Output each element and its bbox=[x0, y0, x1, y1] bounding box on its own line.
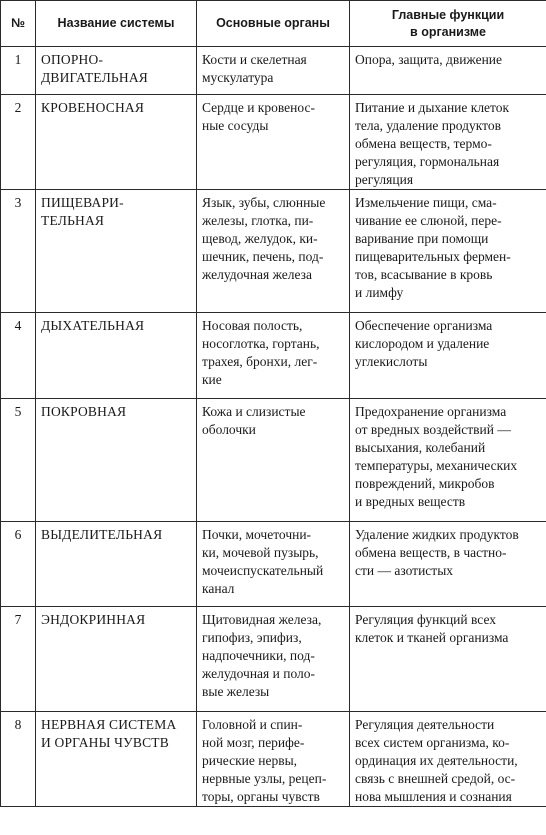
organs-line: шечник, печень, под- bbox=[202, 249, 324, 264]
main-organs-cell bbox=[197, 399, 350, 522]
functions-line: Питание и дыхание клеток bbox=[355, 100, 510, 115]
system-name-cell bbox=[36, 399, 197, 522]
header-number: № bbox=[1, 1, 36, 47]
row-number: 4 bbox=[1, 313, 36, 399]
row-number: 2 bbox=[1, 95, 36, 190]
organs-line: надпочечники, под- bbox=[202, 648, 315, 663]
row-number: 6 bbox=[1, 522, 36, 607]
table-body bbox=[1, 47, 546, 807]
system-name-cell bbox=[36, 313, 197, 399]
system-name-line: ОПОРНО- bbox=[41, 52, 104, 67]
organs-line: ной мозг, перифе- bbox=[202, 735, 305, 750]
main-functions-cell bbox=[350, 190, 546, 313]
system-name-line: ПИЩЕВАРИ- bbox=[41, 195, 124, 210]
main-organs-cell bbox=[197, 190, 350, 313]
main-organs-cell bbox=[197, 522, 350, 607]
functions-line: чивание ее слюной, пере- bbox=[355, 213, 502, 228]
organs-line: оболочки bbox=[202, 422, 256, 437]
table-row bbox=[1, 95, 546, 190]
organs-line: канал bbox=[202, 581, 235, 596]
functions-line: обмена веществ, в частно- bbox=[355, 545, 507, 560]
functions-line: Измельчение пищи, сма- bbox=[355, 195, 497, 210]
organs-line: Кости и скелетная bbox=[202, 52, 307, 67]
main-organs-cell bbox=[197, 95, 350, 190]
functions-line: и вредных веществ bbox=[355, 494, 466, 509]
organs-line: мускулатура bbox=[202, 70, 274, 85]
system-name-line: ЭНДОКРИННАЯ bbox=[41, 612, 146, 627]
main-functions-cell bbox=[350, 313, 546, 399]
header-row bbox=[1, 1, 546, 47]
system-name-line: НЕРВНАЯ СИСТЕМА bbox=[41, 717, 177, 732]
functions-line: сти — азотистых bbox=[355, 563, 454, 578]
system-name-cell bbox=[36, 712, 197, 807]
organs-line: Почки, мочеточни- bbox=[202, 527, 312, 542]
functions-line: Удаление жидких продуктов bbox=[355, 527, 519, 542]
functions-line: углекислоты bbox=[355, 354, 428, 369]
system-name-cell bbox=[36, 522, 197, 607]
table-row bbox=[1, 47, 546, 95]
table-row bbox=[1, 712, 546, 807]
organs-line: носоглотка, гортань, bbox=[202, 336, 320, 351]
main-organs-cell bbox=[197, 313, 350, 399]
functions-line: варивание при помощи bbox=[355, 231, 489, 246]
functions-line: тела, удаление продуктов bbox=[355, 118, 501, 133]
row-number: 1 bbox=[1, 47, 36, 95]
table-header bbox=[1, 1, 546, 47]
functions-line: связь с внешней средой, ос- bbox=[355, 771, 516, 786]
table-row bbox=[1, 399, 546, 522]
organs-line: желудочная железа bbox=[202, 267, 312, 282]
functions-line: регуляция, гормональная bbox=[355, 154, 500, 169]
organs-line: ки, мочевой пузырь, bbox=[202, 545, 319, 560]
main-functions-cell bbox=[350, 712, 546, 807]
functions-line: Регуляция функций всех bbox=[355, 612, 497, 627]
functions-line: ординация их деятельности, bbox=[355, 753, 518, 768]
system-name-line: ДВИГАТЕЛЬНАЯ bbox=[41, 70, 148, 85]
organs-line: рические нервы, bbox=[202, 753, 298, 768]
row-number: 7 bbox=[1, 607, 36, 712]
organs-line: кие bbox=[202, 372, 222, 387]
main-functions-cell bbox=[350, 522, 546, 607]
functions-line: нова мышления и сознания bbox=[355, 789, 512, 804]
functions-line: и лимфу bbox=[355, 285, 404, 300]
functions-line: Обеспечение организма bbox=[355, 318, 493, 333]
table-row bbox=[1, 522, 546, 607]
table-row bbox=[1, 190, 546, 313]
organs-line: Носовая полость, bbox=[202, 318, 303, 333]
functions-line: пищеварительных фермен- bbox=[355, 249, 511, 264]
header-main-functions bbox=[350, 1, 546, 47]
functions-line: Предохранение организма bbox=[355, 404, 507, 419]
system-name-line: ПОКРОВНАЯ bbox=[41, 404, 127, 419]
organs-line: торы, органы чувств bbox=[202, 789, 320, 804]
main-functions-cell bbox=[350, 399, 546, 522]
system-name-cell bbox=[36, 607, 197, 712]
row-number: 8 bbox=[1, 712, 36, 807]
organs-line: желудочная и поло- bbox=[202, 666, 316, 681]
functions-line: высыхания, колебаний bbox=[355, 440, 486, 455]
functions-line: регуляция bbox=[355, 172, 414, 187]
functions-line: Опора, защита, движение bbox=[355, 52, 503, 67]
main-organs-cell bbox=[197, 607, 350, 712]
main-functions-cell bbox=[350, 47, 546, 95]
functions-line: температуры, механических bbox=[355, 458, 518, 473]
organs-line: нервные узлы, рецеп- bbox=[202, 771, 327, 786]
table-row bbox=[1, 607, 546, 712]
organs-line: Кожа и слизистые bbox=[202, 404, 306, 419]
system-name-cell bbox=[36, 47, 197, 95]
system-name-line: ТЕЛЬНАЯ bbox=[41, 213, 105, 228]
functions-line: Регуляция деятельности bbox=[355, 717, 495, 732]
row-number: 5 bbox=[1, 399, 36, 522]
organs-line: железы, глотка, пи- bbox=[202, 213, 314, 228]
header-functions-line: в организме bbox=[410, 24, 486, 39]
organs-line: гипофиз, эпифиз, bbox=[202, 630, 302, 645]
functions-line: тов, всасывание в кровь bbox=[355, 267, 493, 282]
organs-line: трахея, бронхи, лег- bbox=[202, 354, 318, 369]
main-organs-cell bbox=[197, 47, 350, 95]
row-number: 3 bbox=[1, 190, 36, 313]
organs-line: ные сосуды bbox=[202, 118, 269, 133]
functions-line: кислородом и удаление bbox=[355, 336, 490, 351]
organs-line: Головной и спин- bbox=[202, 717, 303, 732]
system-name-line: КРОВЕНОСНАЯ bbox=[41, 100, 145, 115]
organs-line: Сердце и кровенос- bbox=[202, 100, 315, 115]
header-system-name: Название системы bbox=[36, 1, 197, 47]
main-functions-cell bbox=[350, 95, 546, 190]
main-organs-cell bbox=[197, 712, 350, 807]
main-functions-cell bbox=[350, 607, 546, 712]
header-main-organs: Основные органы bbox=[197, 1, 350, 47]
functions-line: повреждений, микробов bbox=[355, 476, 495, 491]
functions-line: обмена веществ, термо- bbox=[355, 136, 492, 151]
system-name-cell bbox=[36, 190, 197, 313]
functions-line: всех систем организма, ко- bbox=[355, 735, 510, 750]
organs-line: Язык, зубы, слюнные bbox=[202, 195, 326, 210]
system-name-line: ДЫХАТЕЛЬНАЯ bbox=[41, 318, 145, 333]
header-functions-line: Главные функции bbox=[391, 7, 505, 22]
system-name-line: ВЫДЕЛИТЕЛЬНАЯ bbox=[41, 527, 163, 542]
organs-line: вые железы bbox=[202, 684, 270, 699]
functions-line: клеток и тканей организма bbox=[355, 630, 509, 645]
system-name-line: И ОРГАНЫ ЧУВСТВ bbox=[41, 735, 169, 750]
organs-line: щевод, желудок, ки- bbox=[202, 231, 318, 246]
functions-line: от вредных воздействий — bbox=[355, 422, 511, 437]
system-name-cell bbox=[36, 95, 197, 190]
organs-line: мочеиспускательный bbox=[202, 563, 324, 578]
table-row bbox=[1, 313, 546, 399]
organs-line: Щитовидная железа, bbox=[202, 612, 322, 627]
